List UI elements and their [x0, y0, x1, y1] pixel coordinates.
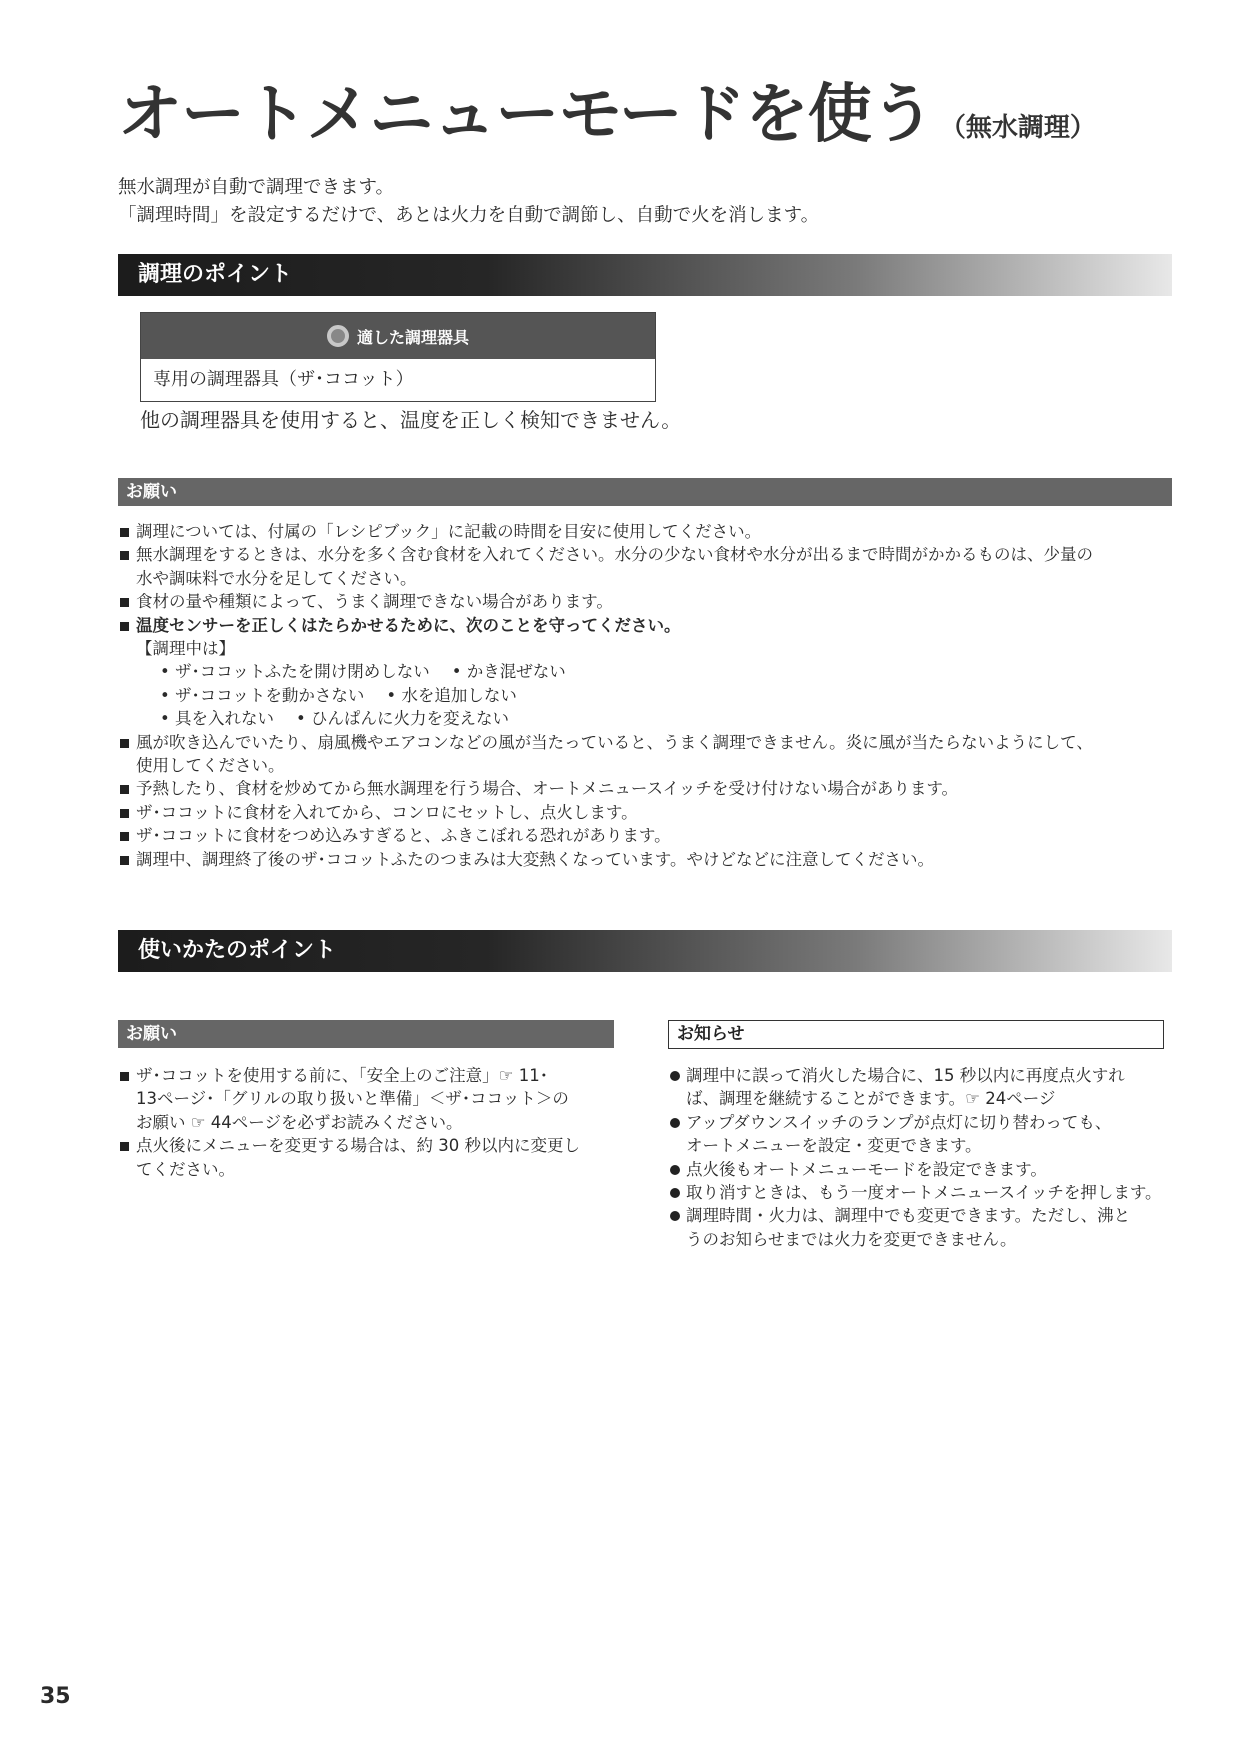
list-subheading: 【調理中は】	[136, 639, 235, 659]
intro-line: 無水調理が自動で調理できます。	[118, 177, 395, 198]
list-item-continuation: お願い ☞ 44ページを必ずお読みください。	[136, 1112, 463, 1132]
list-item: 食材の量や種類によって、うまく調理できない場合があります。	[118, 590, 1178, 613]
list-item: ザ･ココットに食材を入れてから、コンロにセットし、点火します。	[118, 801, 1178, 824]
list-item-continuation: ば、調理を継続することができます。☞ 24ページ	[686, 1089, 1056, 1109]
sub-item: • ひんぱんに火力を変えない	[295, 709, 509, 729]
page-title	[118, 80, 1096, 150]
circle-icon	[327, 325, 349, 347]
sub-item: • 具を入れない	[160, 709, 274, 729]
usage-request-list	[118, 1064, 618, 1181]
list-subitems	[118, 707, 1178, 730]
list-subitems	[118, 660, 1178, 683]
list-item: 調理時間・火力は、調理中でも変更できます。ただし、沸と	[668, 1204, 1178, 1227]
list-item: 点火後にメニューを変更する場合は、約 30 秒以内に変更し	[118, 1134, 618, 1157]
list-item-continuation: うのお知らせまでは火力を変更できません。	[686, 1229, 1017, 1249]
page-title-main: オートメニューモードを使う	[118, 78, 934, 152]
list-item: 無水調理をするときは、水分を多く含む食材を入れてください。水分の少ない食材や水分が出るまで時間がかかるものは、少量の	[118, 543, 1178, 566]
list-item: 調理中に誤って消火した場合に、15 秒以内に再度点火すれ	[668, 1064, 1178, 1087]
list-item: 調理中、調理終了後のザ･ココットふたのつまみは大変熱くなっています。やけどなどに注意してください。	[118, 848, 1178, 871]
list-item-continuation: てください。	[136, 1159, 235, 1179]
section-header-usage-points: 使いかたのポイント	[118, 930, 1172, 972]
list-item: 調理については、付属の「レシピブック」に記載の時間を目安に使用してください。	[118, 520, 1178, 543]
page-number: 35	[40, 1684, 71, 1709]
suitable-cookware-box	[140, 312, 656, 402]
sub-item: • かき混ぜない	[451, 662, 566, 682]
suitable-cookware-title: 適した調理器具	[356, 327, 469, 347]
list-subitems	[118, 684, 1178, 707]
list-item: 点火後もオートメニューモードを設定できます。	[668, 1158, 1178, 1181]
list-item-continuation: オートメニューを設定・変更できます。	[686, 1136, 982, 1156]
intro-text	[118, 174, 819, 230]
request-list	[118, 520, 1178, 871]
list-item: アップダウンスイッチのランプが点灯に切り替わっても、	[668, 1111, 1178, 1134]
list-item: ザ･ココットに食材をつめ込みすぎると、ふきこぼれる恐れがあります。	[118, 824, 1178, 847]
suitable-cookware-header	[141, 313, 655, 359]
usage-info-list	[668, 1064, 1178, 1251]
list-item: 予熱したり、食材を炒めてから無水調理を行う場合、オートメニュースイッチを受け付けない場合があります。	[118, 777, 1178, 800]
page-title-suffix: （無水調理）	[939, 113, 1096, 143]
sub-item: • ザ･ココットを動かさない	[160, 685, 365, 705]
section-header-cooking-points: 調理のポイント	[118, 254, 1172, 296]
list-item-continuation: 使用してください。	[136, 756, 285, 776]
sub-item: • 水を追加しない	[386, 685, 517, 705]
usage-info-title: お知らせ	[668, 1020, 1164, 1049]
cookware-caption: 他の調理器具を使用すると、温度を正しく検知できません。	[140, 408, 682, 432]
usage-request-title: お願い	[118, 1020, 614, 1048]
suitable-cookware-body: 専用の調理器具（ザ･ココット）	[153, 369, 414, 390]
list-item-continuation: 13ページ･「グリルの取り扱いと準備」＜ザ･ココット＞の	[136, 1089, 569, 1109]
list-item-bold: 温度センサーを正しくはたらかせるために、次のことを守ってください。	[118, 614, 1178, 637]
sub-item: • ザ･ココットふたを開け閉めしない	[160, 662, 430, 682]
list-item: 風が吹き込んでいたり、扇風機やエアコンなどの風が当たっていると、うまく調理できません。炎に風が当たらないようにして、	[118, 731, 1178, 754]
list-item: 取り消すときは、もう一度オートメニュースイッチを押します。	[668, 1181, 1178, 1204]
list-item: ザ･ココットを使用する前に、「安全上のご注意」☞ 11･	[118, 1064, 618, 1087]
list-item-continuation: 水や調味料で水分を足してください。	[136, 568, 417, 588]
request-note-title: お願い	[118, 478, 1172, 506]
intro-line: 「調理時間」を設定するだけで、あとは火力を自動で調節し、自動で火を消します。	[118, 205, 820, 226]
